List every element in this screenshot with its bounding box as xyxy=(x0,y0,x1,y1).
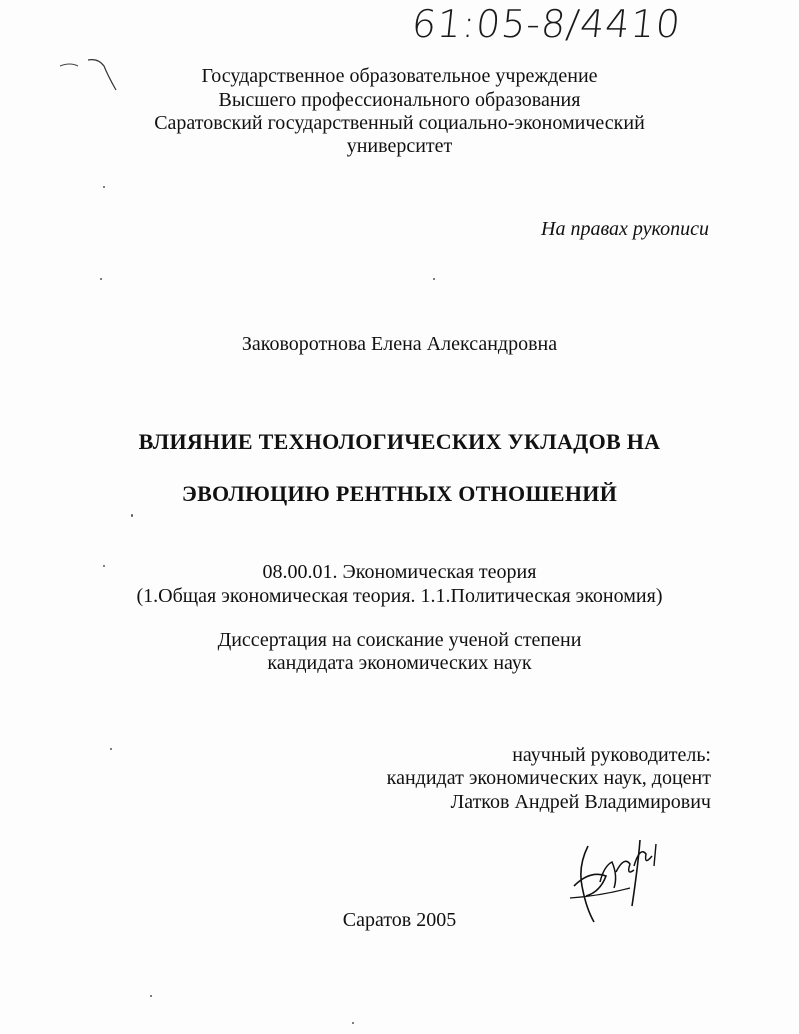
scan-speck xyxy=(352,1022,354,1024)
scan-speck xyxy=(103,186,105,188)
degree-line-1: Диссертация на соискание ученой степени xyxy=(217,629,582,651)
institution-line-3: Саратовский государственный социально-экономический xyxy=(154,112,645,134)
institution-line-2: Высшего профессионального образования xyxy=(218,89,581,111)
supervisor-credentials: кандидат экономических наук, доцент xyxy=(386,767,711,789)
institution-line-4: университет xyxy=(346,135,453,157)
thesis-title-line-1: ВЛИЯНИЕ ТЕХНОЛОГИЧЕСКИХ УКЛАДОВ НА xyxy=(138,429,661,454)
scan-speck xyxy=(150,995,152,997)
institution-line-1: Государственное образовательное учреждение xyxy=(201,65,598,87)
archive-code: 61:05-8/4410 xyxy=(409,2,684,46)
supervisor-name: Латков Андрей Владимирович xyxy=(450,791,711,813)
supervisor-role: научный руководитель: xyxy=(512,744,711,766)
scan-speck xyxy=(100,278,102,280)
degree-line-2: кандидата экономических наук xyxy=(267,652,532,674)
scan-speck xyxy=(110,748,112,750)
scan-speck xyxy=(103,565,105,567)
thesis-title-line-2: ЭВОЛЮЦИЮ РЕНТНЫХ ОТНОШЕНИЙ xyxy=(181,481,618,506)
specialty-line-2: (1.Общая экономическая теория. 1.1.Политическая экономия) xyxy=(136,585,663,607)
specialty-line-1: 08.00.01. Экономическая теория xyxy=(262,561,537,583)
scan-speck xyxy=(131,514,133,517)
scan-speck xyxy=(433,278,435,280)
author-name: Заковоротнова Елена Александровна xyxy=(241,333,558,355)
manuscript-note: На правах рукописи xyxy=(541,218,709,240)
place-year: Саратов 2005 xyxy=(342,909,457,931)
